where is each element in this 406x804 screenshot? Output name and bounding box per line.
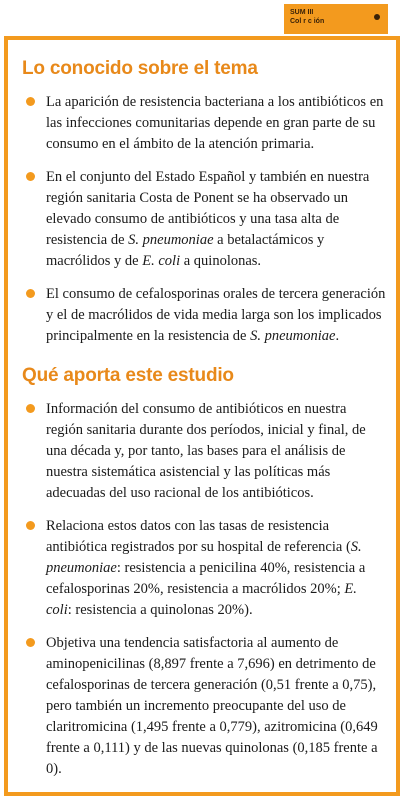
list-item: [24, 284, 386, 347]
bullet-icon: [26, 404, 35, 413]
item-italic: S. pneumoniae: [128, 232, 214, 248]
list-item: [24, 516, 386, 621]
item-text: Objetiva una tendencia satisfactoria al aumento de aminopenicilinas (8,897 frente a 7,696) en detrimento de cefalosporinas de tercera generación (0,51 frente a 0,75), pero también un incremento preocupante del uso de claritromicina (1,495 frente a 0,779), azitromicina (0,649 frente a 0,111) y de las nuevas quinolonas (0,185 frente a 0).: [46, 635, 378, 777]
list-item: [24, 92, 386, 155]
bullet-icon: [26, 638, 35, 647]
item-text: : resistencia a quinolonas 20%).: [67, 602, 253, 618]
item-italic: S. pneumoniae: [46, 539, 362, 576]
bullet-icon: [26, 97, 35, 106]
item-text: : resistencia a penicilina 40%, resistencia a cefalosporinas 20%, resistencia a macrólidos 20%;: [46, 560, 366, 597]
tab-dot-icon: [374, 14, 380, 20]
list-item: [24, 633, 386, 780]
bullet-icon: [26, 289, 35, 298]
item-text: La aparición de resistencia bacteriana a los antibióticos en las infecciones comunitarias depende en gran parte de su consumo en el ámbito de la atención primaria.: [46, 94, 384, 152]
item-text: Información del consumo de antibióticos en nuestra región sanitaria durante dos períodos, inicial y final, de una década y, por tanto, las bases para el análisis de nuestra sistemática asistencial y las políticas más adecuadas del uso racional de los antibióticos.: [46, 401, 366, 501]
summary-box: [4, 36, 400, 796]
bullet-icon: [26, 521, 35, 530]
section-contribution-title: Qué aporta este estudio: [22, 365, 234, 386]
section-tab-line1: SUM III: [290, 9, 314, 16]
item-italic: E. coli: [142, 253, 181, 269]
item-text: Relaciona estos datos con las tasas de resistencia antibiótica registrados por su hospital de referencia (: [46, 518, 351, 555]
section-tab: [284, 4, 388, 34]
item-italic: S. pneumoniae: [250, 328, 336, 344]
item-text: En el conjunto del Estado Español y también en nuestra región sanitaria Costa de Ponent se ha observado un elevado consumo de antibióticos y una tasa alta de resistencia de: [46, 169, 370, 248]
item-text: El consumo de cefalosporinas orales de tercera generación y el de macrólidos de vida media larga son los implicados principalmente en la resistencia de: [46, 286, 386, 344]
known-list: [8, 92, 396, 347]
section-known-title: Lo conocido sobre el tema: [22, 58, 258, 79]
contribution-list: [8, 399, 396, 780]
bullet-icon: [26, 172, 35, 181]
item-text: a betalactámicos y macrólidos y de: [46, 232, 325, 269]
section-tab-line2: Col r c ión: [290, 18, 325, 25]
item-text: a quinolonas.: [180, 253, 262, 269]
item-text: .: [335, 328, 340, 344]
list-item: [24, 167, 386, 272]
list-item: [24, 399, 386, 504]
item-italic: E. coli: [46, 581, 357, 618]
